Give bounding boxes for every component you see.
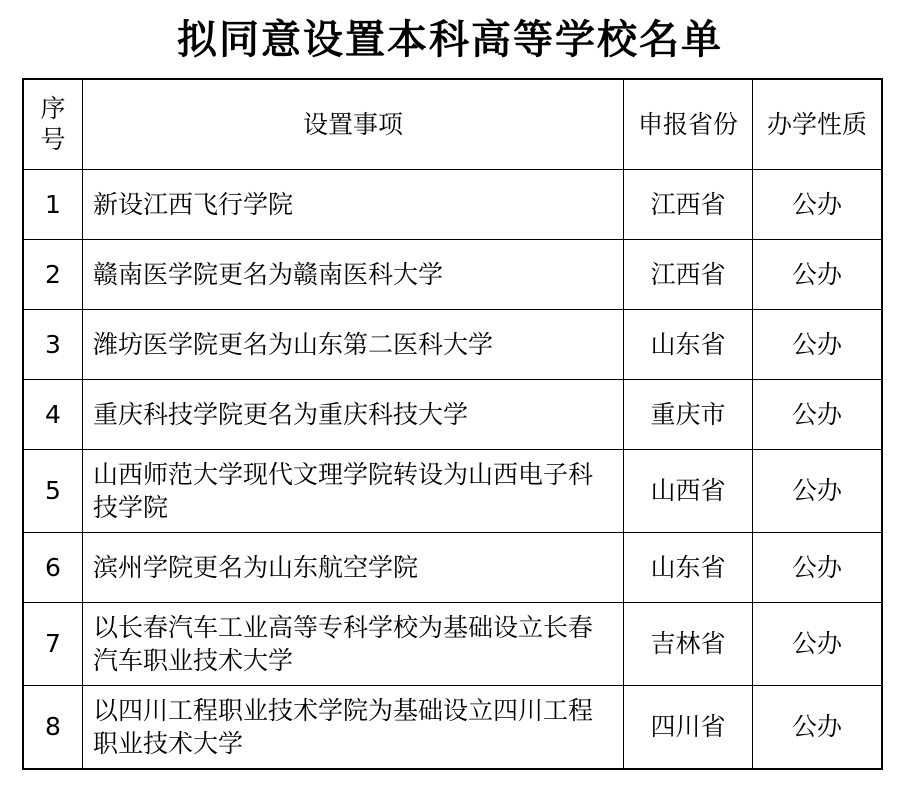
- table-row: [23, 602, 882, 685]
- row-nature-cell: [753, 602, 883, 685]
- row-seq-cell: [23, 532, 83, 602]
- row-seq-text: 7: [45, 629, 61, 658]
- row-item-text: 以四川工程职业技术学院为基础设立四川工程职业技术大学: [93, 695, 594, 758]
- row-seq-text: 3: [45, 329, 61, 359]
- row-province-cell: [624, 169, 753, 239]
- row-item-cell: [83, 685, 624, 769]
- row-province-text: 山东省: [650, 552, 726, 582]
- row-item-cell: [83, 449, 624, 532]
- row-nature-cell: [753, 379, 883, 449]
- column-header-nature: [753, 79, 883, 169]
- row-seq-text: 8: [45, 712, 61, 741]
- table-row: [23, 309, 882, 379]
- column-header-seq-label: 序号: [40, 94, 66, 155]
- row-item-text: 赣南医学院更名为赣南医科大学: [93, 259, 444, 289]
- row-item-text: 以长春汽车工业高等专科学校为基础设立长春汽车职业技术大学: [93, 612, 594, 675]
- row-nature-text: 公办: [791, 399, 842, 429]
- row-seq-cell: [23, 309, 83, 379]
- row-province-cell: [624, 685, 753, 769]
- table-row: [23, 239, 882, 309]
- row-province-text: 江西省: [650, 189, 726, 219]
- row-seq-cell: [23, 239, 83, 309]
- row-seq-text: 5: [45, 476, 61, 505]
- row-nature-cell: [753, 532, 883, 602]
- table-body: [23, 169, 882, 769]
- table-row: [23, 169, 882, 239]
- row-province-cell: [624, 379, 753, 449]
- row-seq-text: 4: [45, 399, 61, 429]
- row-province-cell: [624, 532, 753, 602]
- row-item-cell: [83, 379, 624, 449]
- row-seq-cell: [23, 379, 83, 449]
- column-header-seq: [23, 79, 83, 169]
- table-row: [23, 379, 882, 449]
- row-nature-cell: [753, 239, 883, 309]
- row-nature-text: 公办: [791, 189, 842, 219]
- row-province-text: 吉林省: [650, 629, 726, 658]
- table-container: [0, 78, 900, 770]
- column-header-province-label: 申报省份: [637, 109, 738, 139]
- row-province-text: 重庆市: [650, 399, 726, 429]
- table-row: [23, 685, 882, 769]
- column-header-nature-label: 办学性质: [766, 109, 867, 139]
- row-province-text: 江西省: [650, 259, 726, 289]
- row-nature-text: 公办: [791, 712, 842, 741]
- row-seq-cell: [23, 449, 83, 532]
- row-item-text: 山西师范大学现代文理学院转设为山西电子科技学院: [93, 459, 594, 522]
- row-nature-cell: [753, 309, 883, 379]
- row-province-cell: [624, 239, 753, 309]
- column-header-item: [83, 79, 624, 169]
- row-item-text: 滨州学院更名为山东航空学院: [93, 552, 419, 582]
- table-header: [23, 79, 882, 169]
- row-item-text: 重庆科技学院更名为重庆科技大学: [93, 399, 469, 429]
- row-nature-cell: [753, 685, 883, 769]
- row-seq-cell: [23, 602, 83, 685]
- row-item-cell: [83, 239, 624, 309]
- row-province-cell: [624, 449, 753, 532]
- row-province-text: 四川省: [650, 712, 726, 741]
- row-province-text: 山西省: [650, 476, 726, 505]
- row-item-cell: [83, 169, 624, 239]
- row-seq-text: 1: [45, 189, 61, 219]
- row-item-cell: [83, 532, 624, 602]
- table-header-row: [23, 79, 882, 169]
- row-nature-text: 公办: [791, 476, 842, 505]
- row-nature-text: 公办: [791, 259, 842, 289]
- table-row: [23, 449, 882, 532]
- row-nature-text: 公办: [791, 329, 842, 359]
- row-nature-text: 公办: [791, 629, 842, 658]
- row-item-text: 潍坊医学院更名为山东第二医科大学: [93, 329, 494, 359]
- row-nature-cell: [753, 169, 883, 239]
- column-header-province: [624, 79, 753, 169]
- row-item-text: 新设江西飞行学院: [93, 189, 294, 219]
- row-seq-cell: [23, 169, 83, 239]
- row-item-cell: [83, 309, 624, 379]
- row-seq-text: 6: [45, 552, 61, 582]
- page-title: 拟同意设置本科高等学校名单: [177, 17, 723, 63]
- row-province-cell: [624, 602, 753, 685]
- row-item-cell: [83, 602, 624, 685]
- row-province-text: 山东省: [650, 329, 726, 359]
- row-nature-cell: [753, 449, 883, 532]
- school-listing-table: [22, 78, 883, 770]
- column-header-item-label: 设置事项: [302, 109, 403, 139]
- table-row: [23, 532, 882, 602]
- row-province-cell: [624, 309, 753, 379]
- row-nature-text: 公办: [791, 552, 842, 582]
- row-seq-cell: [23, 685, 83, 769]
- row-seq-text: 2: [45, 259, 61, 289]
